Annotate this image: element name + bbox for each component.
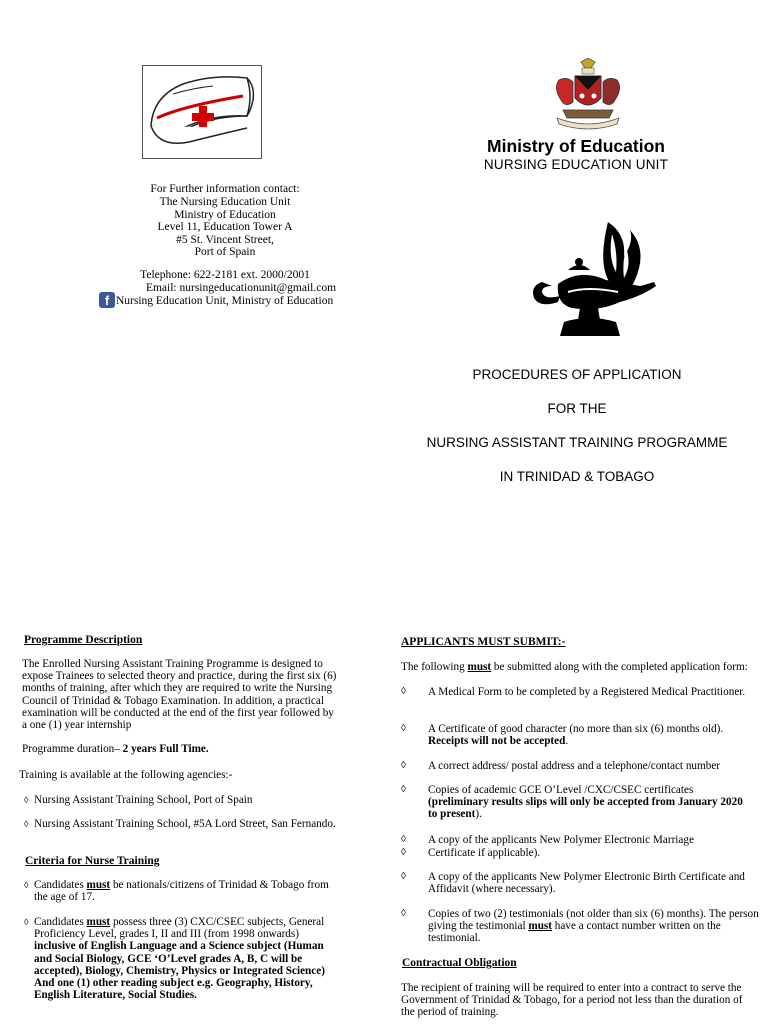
- contact-facebook: Nursing Education Unit, Ministry of Education: [116, 295, 334, 307]
- diamond-bullet-icon: ◊: [24, 917, 29, 927]
- submit-item-text: Copies of academic GCE O’Level /CXC/CSEC certificates (preliminary results slips will only be accepted from January 2020 to present).: [428, 784, 743, 821]
- criteria-item: [24, 916, 342, 1001]
- contact-line-1: For Further information contact:: [150, 183, 300, 195]
- contact-line-5: #5 St. Vincent Street,: [176, 234, 274, 246]
- submit-item-text: A Medical Form to be completed by a Registered Medical Practitioner.: [428, 686, 746, 698]
- submit-item: [401, 760, 761, 772]
- contractual-heading: Contractual Obligation: [402, 957, 517, 969]
- prelim-note: (preliminary results slips will only be accepted from January 2020 to present: [428, 796, 743, 821]
- contact-email: Email: nursingeducationunit@gmail.com: [145, 282, 337, 294]
- diamond-bullet-icon: ◊: [401, 760, 406, 771]
- agencies-intro: Training is available at the following agencies:-: [19, 769, 233, 781]
- agency-item: [24, 818, 336, 830]
- submit-item: [401, 686, 751, 698]
- procedures-line-1: PROCEDURES OF APPLICATION: [472, 367, 682, 382]
- facebook-icon: f: [99, 292, 115, 310]
- criteria-item: [24, 879, 342, 903]
- contact-line-4: Level 11, Education Tower A: [157, 221, 293, 233]
- submit-item: [401, 834, 761, 846]
- agency-label: Nursing Assistant Training School, Port of Spain: [34, 794, 253, 806]
- agency-item: [24, 794, 253, 806]
- item-text: have a contact number written on the testimonial.: [428, 920, 721, 945]
- contact-line-2: The Nursing Education Unit: [159, 196, 291, 208]
- applicants-intro: [401, 661, 761, 673]
- programme-description: The Enrolled Nursing Assistant Training Programme is designed to expose Trainees to selected theory and practice, during the first six (6) months of training, after which they are required to write the Nursing Council of Trinidad & Tobago Examination. In addition, a practical examination will be conducted at the end of the first year followed by a one (1) year internship: [22, 658, 337, 732]
- criteria-text: possess three (3) CXC/CSEC subjects, General Proficiency Level, grades I, II and III (from 1998 onwards): [34, 916, 325, 941]
- diamond-bullet-icon: ◊: [401, 908, 406, 919]
- must-emphasis: must: [86, 879, 111, 891]
- diamond-bullet-icon: ◊: [401, 871, 406, 882]
- agency-label: Nursing Assistant Training School, #5A Lord Street, San Fernando.: [34, 818, 336, 830]
- must-emphasis: must: [467, 661, 492, 673]
- procedures-line-3: NURSING ASSISTANT TRAINING PROGRAMME: [426, 435, 728, 450]
- diamond-bullet-icon: ◊: [401, 834, 406, 845]
- criteria-text: Candidates: [34, 916, 87, 928]
- coat-of-arms-emblem: [551, 58, 625, 135]
- lamp-icon: [528, 212, 660, 349]
- submit-item: [401, 784, 746, 821]
- item-text: A Certificate of good character (no more than six (6) months old).: [428, 723, 724, 735]
- duration-label: Programme duration–: [22, 743, 123, 755]
- intro-text: be submitted along with the completed application form:: [491, 661, 748, 673]
- contact-line-6: Port of Spain: [194, 246, 256, 258]
- diamond-bullet-icon: ◊: [24, 880, 29, 890]
- criteria-item-text: [34, 879, 342, 903]
- submit-item: [401, 847, 761, 859]
- submit-item-text: A correct address/ postal address and a telephone/contact number: [428, 760, 721, 772]
- submit-item: [401, 723, 761, 747]
- diamond-bullet-icon: ◊: [24, 795, 29, 805]
- item-text: Copies of two (2) testimonials (not older than six (6) months). The person giving the testimonial: [428, 908, 759, 933]
- diamond-bullet-icon: ◊: [401, 784, 406, 795]
- must-emphasis: must: [86, 916, 111, 928]
- contact-telephone: Telephone: 622-2181 ext. 2000/2001: [140, 269, 310, 281]
- submit-item-text: [428, 908, 761, 945]
- nurse-cap-image: [142, 65, 262, 159]
- criteria-text: Candidates: [34, 879, 87, 891]
- contact-line-3: Ministry of Education: [174, 209, 276, 221]
- criteria-bold-text: inclusive of English Language and a Science subject (Human and Social Biology, GCE ‘O’Level grades A, B, C will be accepted), Biology, Chemistry, Physics or Integrated Science) And one (1) other reading subject e.g. Geography, History, English Literature, Social Studies.: [34, 940, 325, 1002]
- item-text: Copies of academic GCE O’Level /CXC/CSEC certificates: [428, 784, 694, 796]
- applicants-heading: APPLICANTS MUST SUBMIT:-: [401, 636, 566, 648]
- criteria-text: be nationals/citizens of Trinidad & Tobago from the age of 17.: [34, 879, 329, 904]
- must-emphasis: must: [528, 920, 552, 933]
- diamond-bullet-icon: ◊: [401, 723, 406, 734]
- duration-value: 2 years Full Time.: [122, 743, 209, 755]
- diamond-bullet-icon: ◊: [401, 686, 406, 697]
- contractual-text: The recipient of training will be required to enter into a contract to serve the Government of Trinidad & Tobago, for a period not less than the duration of the period of training.: [401, 982, 743, 1019]
- submit-item: [401, 908, 761, 945]
- submit-item-text: Certificate if applicable).: [428, 847, 541, 859]
- submit-item-text: A copy of the applicants New Polymer Electronic Birth Certificate and Affidavit (where necessary).: [428, 871, 745, 896]
- receipts-note: Receipts will not be accepted: [428, 735, 566, 748]
- intro-text: The following: [401, 661, 468, 673]
- procedures-line-2: FOR THE: [547, 401, 607, 416]
- submit-item-text: A Certificate of good character (no more than six (6) months old). Receipts will not be accepted.: [428, 723, 724, 748]
- programme-heading: Programme Description: [24, 634, 143, 646]
- ministry-title: Ministry of Education: [487, 136, 665, 156]
- criteria-heading: Criteria for Nurse Training: [25, 855, 160, 867]
- submit-item-text: A copy of the applicants New Polymer Electronic Marriage: [428, 834, 694, 846]
- unit-title: NURSING EDUCATION UNIT: [483, 157, 669, 172]
- diamond-bullet-icon: ◊: [401, 847, 406, 858]
- submit-item: [401, 871, 751, 895]
- procedures-line-4: IN TRINIDAD & TOBAGO: [499, 469, 655, 484]
- diamond-bullet-icon: ◊: [24, 819, 29, 829]
- criteria-item-text: [34, 916, 342, 1001]
- programme-duration: [22, 743, 209, 755]
